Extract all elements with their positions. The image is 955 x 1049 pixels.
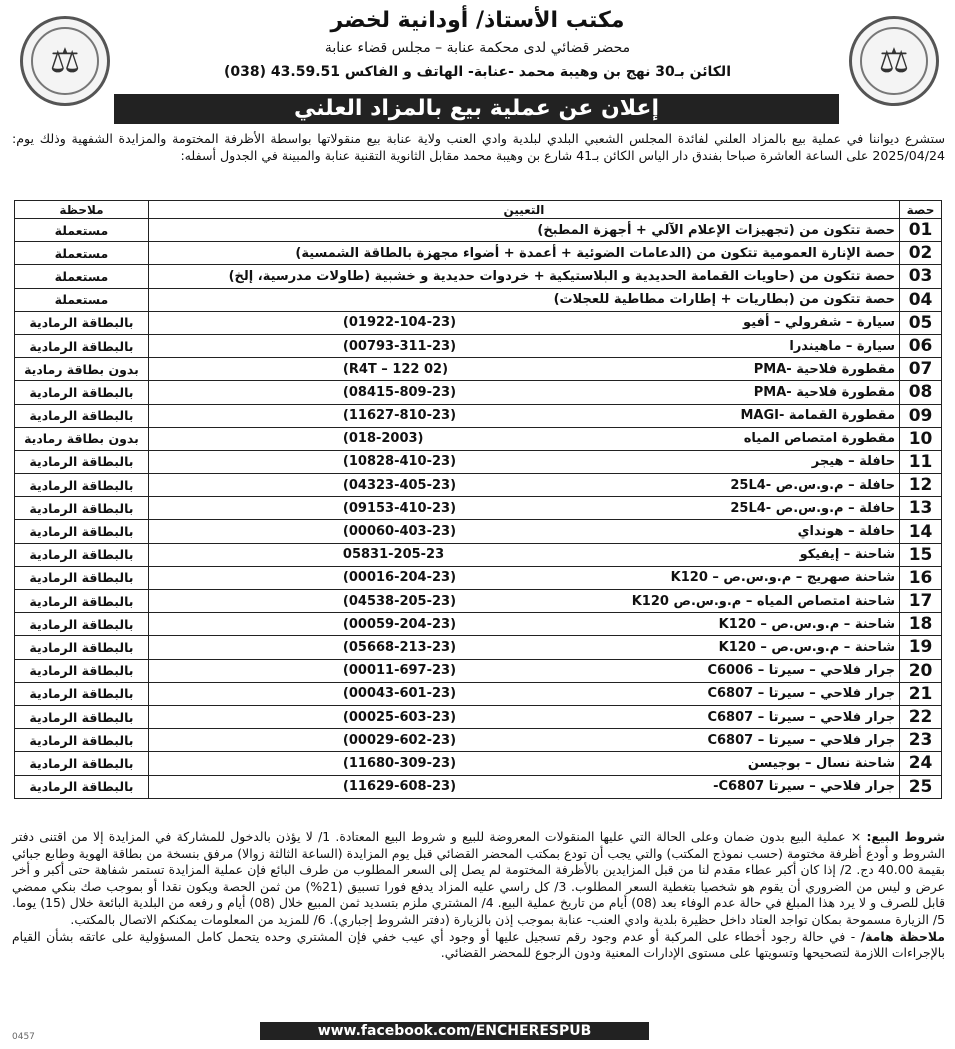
lot-note: بالبطاقة الرمادية: [15, 590, 149, 613]
lot-description: [148, 566, 899, 589]
terms-heading: شروط البيع:: [866, 829, 945, 844]
lot-description: [148, 729, 899, 752]
table-row: [15, 427, 942, 450]
lot-number: 21: [900, 682, 942, 705]
lot-description: [148, 613, 899, 636]
scales-of-justice-seal-icon: ⚖: [20, 16, 110, 106]
lot-registration: (00043-601-23): [342, 686, 457, 702]
lot-note: بالبطاقة الرمادية: [15, 636, 149, 659]
lot-number: 06: [900, 334, 942, 357]
facebook-link[interactable]: www.facebook.com/ENCHERESPUB: [260, 1022, 649, 1040]
table-row: [15, 288, 942, 311]
lot-description: [148, 265, 899, 288]
important-note-body: - في حالة رجود أخطاء على المركبة أو عدم وجود رقم تسجيل عليها أو وجود أي عيب خفي فإن المشتري وحده يتحمل كامل المسؤولية على عاتقه بشأن القيام بالإجراءات اللازمة لتصحيحها وتسويتها على مستوى الإدارات المعنية ودون الرجوع للمحضر القضائي.: [12, 928, 945, 961]
lot-number: 15: [900, 543, 942, 566]
lot-registration: (09153-410-23): [342, 500, 457, 516]
lot-note: بالبطاقة الرمادية: [15, 404, 149, 427]
lot-registration: (00011-697-23): [342, 663, 457, 679]
lot-note: بالبطاقة الرمادية: [15, 334, 149, 357]
lot-number: 05: [900, 311, 942, 334]
lot-item: حصة تتكون من (حاويات القمامة الحديدية و البلاستيكية + خردوات حديدية و خشبية (طاولات مدرسية، إلخ): [228, 268, 896, 284]
lot-item: شاحنة – م.و.س.ص – K120: [718, 639, 896, 655]
table-row: [15, 219, 942, 242]
lot-number: 14: [900, 520, 942, 543]
lot-number: 13: [900, 497, 942, 520]
lot-registration: (00059-204-23): [342, 616, 457, 632]
lot-item: حافلة – هونداي: [797, 524, 896, 540]
table-row: [15, 242, 942, 265]
lot-number: 23: [900, 729, 942, 752]
table-row: [15, 729, 942, 752]
lot-number: 07: [900, 358, 942, 381]
lot-number: 16: [900, 566, 942, 589]
lot-registration: (11680-309-23): [342, 755, 457, 771]
auction-notice-page: [6, 2, 949, 1046]
lot-note: مستعملة: [15, 265, 149, 288]
lot-description: [148, 682, 899, 705]
lot-registration: (08415-809-23): [342, 384, 457, 400]
lot-description: [148, 450, 899, 473]
lots-table-header: [15, 201, 942, 219]
lot-number: 22: [900, 705, 942, 728]
table-row: [15, 566, 942, 589]
table-row: [15, 682, 942, 705]
lot-note: مستعملة: [15, 288, 149, 311]
office-address: الكائن بـ30 نهج بن وهيبة محمد -عنابة- الهاتف و الفاكس 43.59.51 (038): [223, 64, 731, 80]
table-row: [15, 404, 942, 427]
sale-terms: [12, 829, 945, 962]
lot-number: 03: [900, 265, 942, 288]
lot-note: بالبطاقة الرمادية: [15, 381, 149, 404]
lot-item: شاحنة – م.و.س.ص – K120: [718, 616, 896, 632]
office-name: مكتب الأستاذ/ أودانية لخضر: [330, 8, 625, 33]
lot-note: مستعملة: [15, 242, 149, 265]
lot-description: [148, 775, 899, 798]
lot-registration: (018-2003): [342, 431, 424, 447]
lot-note: بدون بطاقة رمادية: [15, 427, 149, 450]
table-row: [15, 775, 942, 798]
scales-of-justice-seal-icon: ⚖: [849, 16, 939, 106]
lot-note: بالبطاقة الرمادية: [15, 450, 149, 473]
lot-note: بالبطاقة الرمادية: [15, 682, 149, 705]
lot-number: 02: [900, 242, 942, 265]
lot-description: [148, 474, 899, 497]
lot-number: 25: [900, 775, 942, 798]
lot-item: مقطورة فلاحية -PMA: [753, 384, 896, 400]
lot-number: 12: [900, 474, 942, 497]
notice-code: 0457: [12, 1032, 35, 1042]
header-note: ملاحظة: [15, 201, 149, 219]
lot-description: [148, 404, 899, 427]
table-row: [15, 381, 942, 404]
lot-number: 09: [900, 404, 942, 427]
lot-description: [148, 752, 899, 775]
header-desc: التعيين: [148, 201, 899, 219]
lot-item: حصة الإنارة العمومية تتكون من (الدعامات الضوئية + أعمدة + أضواء مجهزة بالطاقة الشمسية): [295, 245, 896, 261]
lot-registration: (04538-205-23): [342, 593, 457, 609]
lot-number: 19: [900, 636, 942, 659]
lot-note: بالبطاقة الرمادية: [15, 474, 149, 497]
table-row: [15, 520, 942, 543]
table-row: [15, 474, 942, 497]
table-row: [15, 334, 942, 357]
lot-description: [148, 219, 899, 242]
lot-number: 01: [900, 219, 942, 242]
lot-note: بالبطاقة الرمادية: [15, 613, 149, 636]
terms-body: × عملية البيع بدون ضمان وعلى الحالة التي عليها المنقولات المعروضة للبيع و شروط البيع المعتادة. 1/ لا يؤذن بالدخول للمشاركة في المزايدة إلا من اقتنى دفتر الشروط و أودع أظرفة مختومة (حسب نموذج المكتب) والتي يجب أن تودع بمكتب المحضر القضائي قبل يوم المزايدة (الساعة الثالثة زوالا) مرفق بنسخة من بطاقة الهوية وطابع جبائي بقيمة 40.00 دج. 2/ إذا كان أكبر عطاء مقدم لنا من قبل المزايدين بالأظرفة المختومة لم يصل إلى السعر المطلوب من طرف البائع فإن عملية المزايدة تستمر شفاهة حتى أكبر و أخر عرض و ليس من الضروري أن يقوم هو شخصيا بتغطية السعر المطلوب. 3/ كل راسي عليه المزاد يدفع فورا تسبيق (21%) من ثمن الحصة ويكون نقدا أو بموجب صك بنكي ممضي قابل للصرف و لا يرد هذا المبلغ في حالة عدم الوفاء بعد (08) أيام من تاريخ عملية البيع. 4/ المشتري ملزم بتسديد ثمن المبيع خلال (08) أيام و رفعه من البلدية البائعة خلال (15) يوما. 5/ الزيارة مسموحة بمكان تواجد العتاد داخل حظيرة بلدية وادي العنب- عنابة بموجب إذن بالزيارة (دفتر الشروط إجباري). 6/ للمزيد من المعلومات يمكنكم الاتصال بالمكتب.: [12, 829, 946, 927]
table-row: [15, 752, 942, 775]
lot-description: [148, 288, 899, 311]
lot-number: 17: [900, 590, 942, 613]
lot-registration: (00025-603-23): [342, 709, 457, 725]
lot-item: حصة تتكون من (بطاريات + إطارات مطاطية للعجلات): [553, 292, 896, 308]
lot-registration: (00029-602-23): [342, 732, 457, 748]
important-note-heading: ملاحظة هامة/: [860, 928, 945, 944]
table-row: [15, 613, 942, 636]
lot-item: جرار فلاحي – سيرتا C6807-: [713, 779, 896, 795]
lot-item: شاحنة صهريج – م.و.س.ص – K120: [670, 570, 896, 586]
table-row: [15, 358, 942, 381]
table-row: [15, 311, 942, 334]
table-row: [15, 543, 942, 566]
lot-description: [148, 705, 899, 728]
lot-note: بالبطاقة الرمادية: [15, 566, 149, 589]
lot-note: بالبطاقة الرمادية: [15, 705, 149, 728]
lot-note: بالبطاقة الرمادية: [15, 520, 149, 543]
lot-registration: (00793-311-23): [342, 338, 457, 354]
lot-note: مستعملة: [15, 219, 149, 242]
lot-item: مقطورة القمامة -MAGI: [740, 408, 896, 424]
table-row: [15, 450, 942, 473]
lot-number: 04: [900, 288, 942, 311]
lot-item: جرار فلاحي – سيرتا – C6807: [707, 709, 896, 725]
lot-description: [148, 427, 899, 450]
lot-registration: (R4T – 122 02): [342, 361, 449, 377]
office-subtitle: محضر قضائي لدى محكمة عنابة – مجلس قضاء عنابة: [324, 40, 631, 56]
lot-item: شاحنة – إيفيكو: [799, 547, 896, 563]
lot-note: بالبطاقة الرمادية: [15, 311, 149, 334]
lot-description: [148, 497, 899, 520]
lot-description: [148, 311, 899, 334]
notice-title: إعلان عن عملية بيع بالمزاد العلني: [114, 94, 839, 124]
lot-description: [148, 543, 899, 566]
table-row: [15, 636, 942, 659]
lot-registration: (00016-204-23): [342, 570, 457, 586]
lot-item: جرار فلاحي – سيرتا – C6006: [707, 663, 896, 679]
lot-item: سيارة – شفرولي – أفيو: [743, 315, 896, 331]
lot-description: [148, 659, 899, 682]
lot-note: بالبطاقة الرمادية: [15, 497, 149, 520]
lot-registration: (10828-410-23): [342, 454, 457, 470]
lot-note: بالبطاقة الرمادية: [15, 543, 149, 566]
lot-number: 10: [900, 427, 942, 450]
lot-note: بالبطاقة الرمادية: [15, 729, 149, 752]
lot-item: حصة تتكون من (تجهيزات الإعلام الآلي + أجهزة المطبخ): [537, 222, 896, 238]
table-row: [15, 659, 942, 682]
lot-registration: (05668-213-23): [342, 639, 457, 655]
lot-description: [148, 358, 899, 381]
lot-note: بدون بطاقة رمادية: [15, 358, 149, 381]
table-row: [15, 497, 942, 520]
header-num: حصة: [900, 201, 942, 219]
notice-header: [6, 2, 949, 122]
lot-number: 24: [900, 752, 942, 775]
lot-item: حافلة – م.و.س.ص -25L4: [730, 477, 896, 493]
lot-registration: 05831-205-23: [342, 547, 445, 563]
lot-description: [148, 381, 899, 404]
table-row: [15, 265, 942, 288]
table-row: [15, 590, 942, 613]
lot-registration: (11627-810-23): [342, 408, 457, 424]
lot-registration: (01922-104-23): [342, 315, 457, 331]
lot-item: شاحنة نسال – بوجيسن: [747, 755, 896, 771]
lot-item: مقطورة فلاحية -PMA: [753, 361, 896, 377]
lot-registration: (11629-608-23): [342, 779, 457, 795]
intro-paragraph: ستشرع ديواننا في عملية بيع بالمزاد العلني لفائدة المجلس الشعبي البلدي لبلدية وادي العنب ولاية عنابة بيع منقولاتها بواسطة الأظرفة المختومة والمزايدة الشفهية وذلك يوم: 2025/04/24 على الساعة العاشرة صباحا بفندق دار الياس الكائن بـ41 شارع بن وهيبة محمد مقابل الثانوية التقنية عنابة والمبينة في الجدول أسفله:: [12, 131, 945, 163]
lot-description: [148, 334, 899, 357]
lots-table: [14, 200, 942, 799]
lot-registration: (04323-405-23): [342, 477, 457, 493]
lot-item: شاحنة امتصاص المياه – م.و.س.ص K120: [631, 593, 896, 609]
lot-item: مقطورة امتصاص المياه: [743, 431, 896, 447]
lot-description: [148, 520, 899, 543]
lot-item: حافلة – هيجر: [811, 454, 896, 470]
lot-item: سيارة – ماهيندرا: [789, 338, 896, 354]
lot-item: حافلة – م.و.س.ص -25L4: [730, 500, 896, 516]
table-row: [15, 705, 942, 728]
lot-number: 08: [900, 381, 942, 404]
lot-number: 18: [900, 613, 942, 636]
lot-note: بالبطاقة الرمادية: [15, 775, 149, 798]
lot-item: جرار فلاحي – سيرتا – C6807: [707, 686, 896, 702]
lot-item: جرار فلاحي – سيرتا – C6807: [707, 732, 896, 748]
lot-registration: (00060-403-23): [342, 524, 457, 540]
lot-note: بالبطاقة الرمادية: [15, 752, 149, 775]
lot-number: 11: [900, 450, 942, 473]
lot-description: [148, 590, 899, 613]
lot-note: بالبطاقة الرمادية: [15, 659, 149, 682]
lot-description: [148, 636, 899, 659]
lot-number: 20: [900, 659, 942, 682]
lot-description: [148, 242, 899, 265]
